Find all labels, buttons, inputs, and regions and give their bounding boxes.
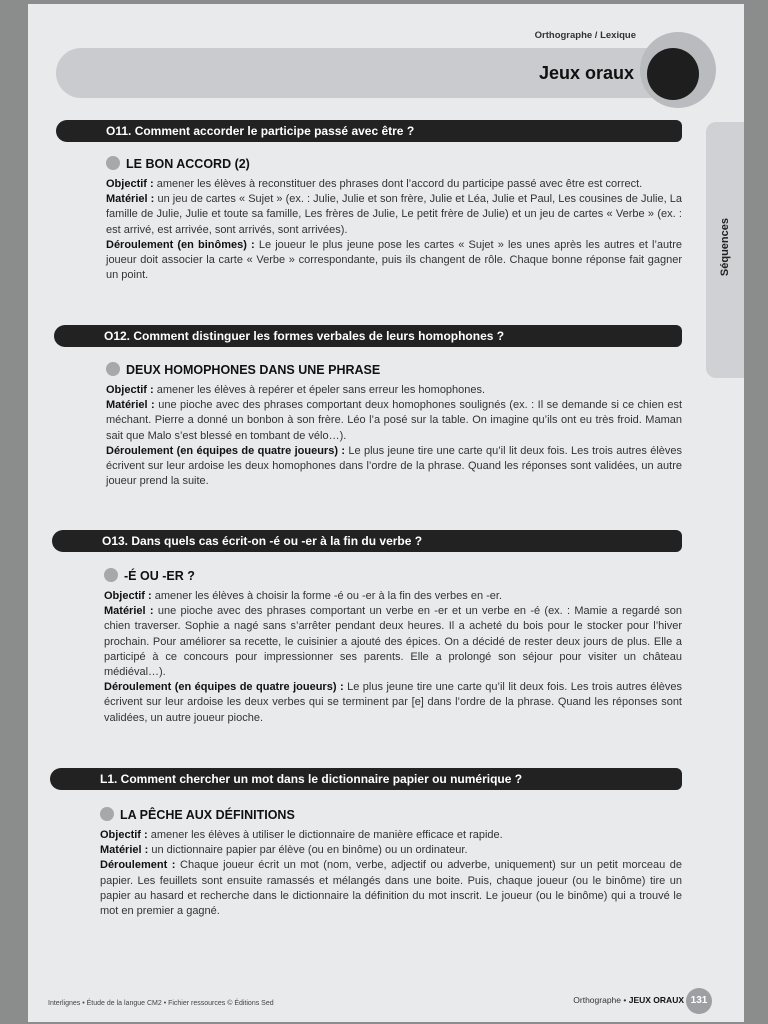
bullet-dot-icon [106, 362, 120, 376]
body-line: Matériel : une pioche avec des phrases comportant deux homophones soulignés (ex. : Il se demande si ce chien est méchant. Pierre a donné un bonbon à son frère. Léo l’a posé sur la table. On imagine qu’ils ont eu très froid. Maman sait que Malo s’est blessé en tombant de vélo…). [106, 399, 683, 442]
section-heading-o13: O13. Dans quels cas écrit-on -é ou -er à la fin du verbe ? [52, 530, 682, 552]
section-heading-l1: L1. Comment chercher un mot dans le dictionnaire papier ou numérique ? [50, 768, 682, 790]
body-line: Déroulement (en équipes de quatre joueurs) : Le plus jeune tire une carte qu’il lit deux fois. Les trois autres élèves écrivent sur leur ardoise les deux homophones dans l’ordre de la phrase. Quand les réponses sont validées, un autre joueur prend la suite. [106, 444, 682, 488]
book-page [28, 4, 744, 1022]
section-body-o13 [104, 589, 682, 726]
section-body-l1 [100, 828, 682, 919]
bullet-dot-icon [100, 807, 114, 821]
body-line: Objectif : amener les élèves à repérer et épeler sans erreur les homophones. [106, 384, 486, 396]
footer-credits: Interlignes • Étude de la langue CM2 • Fichier ressources © Éditions Sed [48, 1000, 274, 1007]
section-body-o12 [106, 383, 682, 489]
bullet-dot-icon [106, 156, 120, 170]
body-line: Matériel : un jeu de cartes « Sujet » (ex. : Julie, Julie et son frère, Julie et Léa, Julie et Paul, Les cousines de Julie, La famille de Julie, Julie et toute sa famille, Les frères de Julie, Le petit frère de Julie) et un jeu de cartes « Verbe » (ex. : est arrivé, est arrivée, sont arrivés, sont arrivées). [106, 193, 682, 236]
body-line: Déroulement : Chaque joueur écrit un mot (nom, verbe, adjectif ou adverbe, uniquement) sur un petit morceau de papier. Les feuillets sont ensuite ramassés et mélangés dans une boite. Puis, chaque joueur (ou le binôme) tire un papier au hasard et recherche dans le dictionnaire la définition du mot inscrit. Le joueur (ou le binôme) qui a trouvé le mot en premier a gagné. [100, 859, 682, 918]
body-line: Objectif : amener les élèves à utiliser le dictionnaire de manière efficace et rapide. [100, 829, 503, 841]
header-circle [647, 48, 699, 100]
page-title: Jeux oraux [538, 63, 634, 83]
section-heading-o12: O12. Comment distinguer les formes verbales de leurs homophones ? [54, 325, 682, 347]
body-line: Matériel : une pioche avec des phrases comportant un verbe en -er et un verbe en -é (ex. : Mamie a regardé son chien traverser. Sophie a nagé sans s’arrêter pendant deux heures. Il a acheté du bois pour le stocker pour l’hiver prochain. Pour améliorer sa recette, le cuisinier a ajouté des épices. On a décidé de rester deux jours de plus. Elle a participé à ce concours pour impressionner ses parents. Elle a prolongé son séjour pour visiter un château médiéval…). [104, 605, 683, 679]
body-line: Déroulement (en binômes) : Le joueur le plus jeune pose les cartes « Sujet » les unes après les autres et l’autre joueur doit associer la carte « Verbe » correspondante, puis ils changent de rôle. Chaque bonne réponse fait gagner un point. [106, 238, 682, 282]
footer-running-title: Orthographe • JEUX ORAUX [573, 995, 684, 1005]
body-line: Matériel : un dictionnaire papier par élève (ou en binôme) ou un ordinateur. [100, 844, 468, 857]
bullet-dot-icon [104, 568, 118, 582]
page-number: 131 [686, 988, 712, 1014]
body-line: Déroulement (en équipes de quatre joueurs) : Le plus jeune tire une carte qu’il lit deux fois. Les trois autres élèves écrivent sur leur ardoise les deux verbes qui se terminent par [e] dans l’ordre de la phrase. Quand les réponses sont validées, un autre joueur pioche. [104, 681, 682, 724]
game-title-o12: DEUX HOMOPHONES DANS UNE PHRASE [106, 362, 380, 377]
game-title-l1: LA PÊCHE AUX DÉFINITIONS [100, 807, 295, 822]
section-heading-o11: O11. Comment accorder le participe passé avec être ? [56, 120, 682, 142]
side-tab-label: Séquences [719, 218, 731, 277]
body-line: Objectif : amener les élèves à choisir la forme -é ou -er à la fin des verbes en -er. [104, 590, 503, 602]
header-category: Orthographe / Lexique [534, 30, 636, 41]
body-line: Objectif : amener les élèves à reconstituer des phrases dont l’accord du participe passé avec être est correct. [106, 178, 643, 190]
section-body-o11 [106, 177, 682, 283]
game-title-o11: LE BON ACCORD (2) [106, 156, 250, 171]
game-title-o13: -É OU -ER ? [104, 568, 195, 583]
